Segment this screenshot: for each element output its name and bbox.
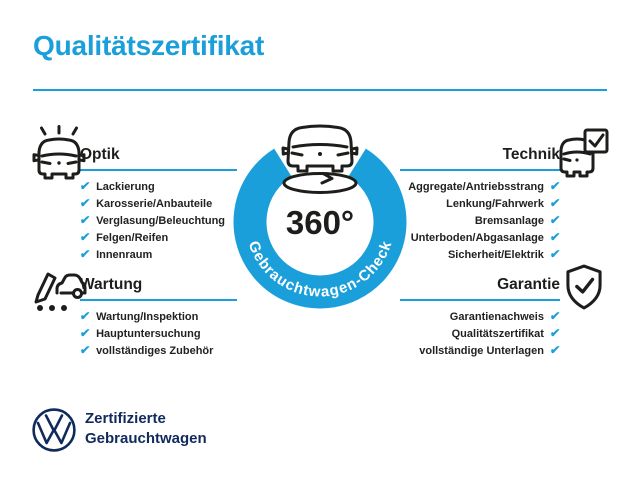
vw-logo	[31, 407, 77, 458]
check-icon: ✔	[549, 213, 561, 227]
checklist-item-label: vollständiges Zubehör	[96, 345, 214, 357]
checklist-item	[80, 178, 237, 195]
check-icon: ✔	[79, 213, 91, 227]
checklist-item-label: Lenkung/Fahrwerk	[446, 198, 544, 210]
checklist-item	[80, 342, 237, 359]
heading-underline	[400, 169, 560, 171]
checklist-item	[80, 229, 237, 246]
checklist-item	[400, 178, 560, 195]
heading-underline	[400, 299, 560, 301]
checklist-item-label: Aggregate/Antriebsstrang	[408, 181, 544, 193]
checklist-item-label: Qualitätszertifikat	[451, 328, 544, 340]
360-check-badge	[225, 113, 415, 318]
rotating-car-icon	[283, 126, 357, 193]
checklist-item	[80, 308, 237, 325]
check-icon: ✔	[549, 326, 561, 340]
car-checkbox-icon	[556, 125, 612, 186]
technik-checklist	[400, 178, 560, 263]
check-icon: ✔	[79, 179, 91, 193]
check-icon: ✔	[549, 230, 561, 244]
checklist-item-label: Innenraum	[96, 249, 153, 261]
checklist-item	[400, 325, 560, 342]
degree-label: 360°	[285, 204, 355, 241]
title-underline	[33, 89, 607, 91]
checklist-item-label: Karosserie/Anbauteile	[96, 198, 213, 210]
check-icon: ✔	[79, 230, 91, 244]
checklist-item	[80, 325, 237, 342]
garantie-checklist	[400, 308, 560, 359]
footer-brand-line1: Zertifizierte	[85, 410, 166, 427]
check-icon: ✔	[549, 309, 561, 323]
wartung-checklist	[80, 308, 237, 359]
section-optik	[31, 125, 243, 263]
check-icon: ✔	[79, 326, 91, 340]
checklist-item-label: Unterboden/Abgasanlage	[410, 232, 544, 244]
checklist-item	[400, 195, 560, 212]
service-checklist-icon	[31, 258, 87, 319]
check-icon: ✔	[79, 343, 91, 357]
checklist-item-label: Lackierung	[96, 181, 155, 193]
shield-check-icon	[559, 261, 609, 318]
checklist-item	[400, 342, 560, 359]
checklist-item-label: Verglasung/Beleuchtung	[96, 215, 226, 227]
checklist-item	[80, 212, 237, 229]
heading-underline	[80, 299, 237, 301]
check-icon: ✔	[79, 247, 91, 261]
checklist-item	[400, 229, 560, 246]
check-icon: ✔	[549, 247, 561, 261]
page-title: Qualitätszertifikat	[33, 30, 265, 61]
section-heading-wartung: Wartung	[80, 276, 143, 293]
checklist-item-label: Felgen/Reifen	[96, 232, 169, 244]
check-icon: ✔	[549, 343, 561, 357]
footer-brand-text	[85, 409, 207, 449]
check-icon: ✔	[549, 196, 561, 210]
shiny-car-icon	[31, 125, 87, 190]
checklist-item-label: Bremsanlage	[474, 215, 544, 227]
checklist-item-label: Wartung/Inspektion	[96, 311, 199, 323]
checklist-item-label: Hauptuntersuchung	[96, 328, 201, 340]
heading-underline	[80, 169, 237, 171]
section-technik	[400, 125, 612, 263]
ring-label: Gebrauchtwagen-Check	[244, 238, 396, 301]
optik-checklist	[80, 178, 237, 263]
section-garantie	[400, 255, 612, 359]
check-icon: ✔	[549, 179, 561, 193]
checklist-item-label: Sicherheit/Elektrik	[447, 249, 544, 261]
checklist-item-label: Garantienachweis	[449, 311, 544, 323]
checklist-item	[400, 308, 560, 325]
section-heading-garantie: Garantie	[497, 276, 560, 293]
checklist-item	[400, 212, 560, 229]
checklist-item	[80, 195, 237, 212]
section-wartung	[31, 255, 243, 359]
section-heading-optik: Optik	[80, 146, 120, 163]
section-heading-technik: Technik	[502, 146, 560, 163]
footer-brand-line2: Gebrauchtwagen	[85, 430, 207, 447]
checklist-item-label: vollständige Unterlagen	[419, 345, 544, 357]
check-icon: ✔	[79, 196, 91, 210]
check-icon: ✔	[79, 309, 91, 323]
